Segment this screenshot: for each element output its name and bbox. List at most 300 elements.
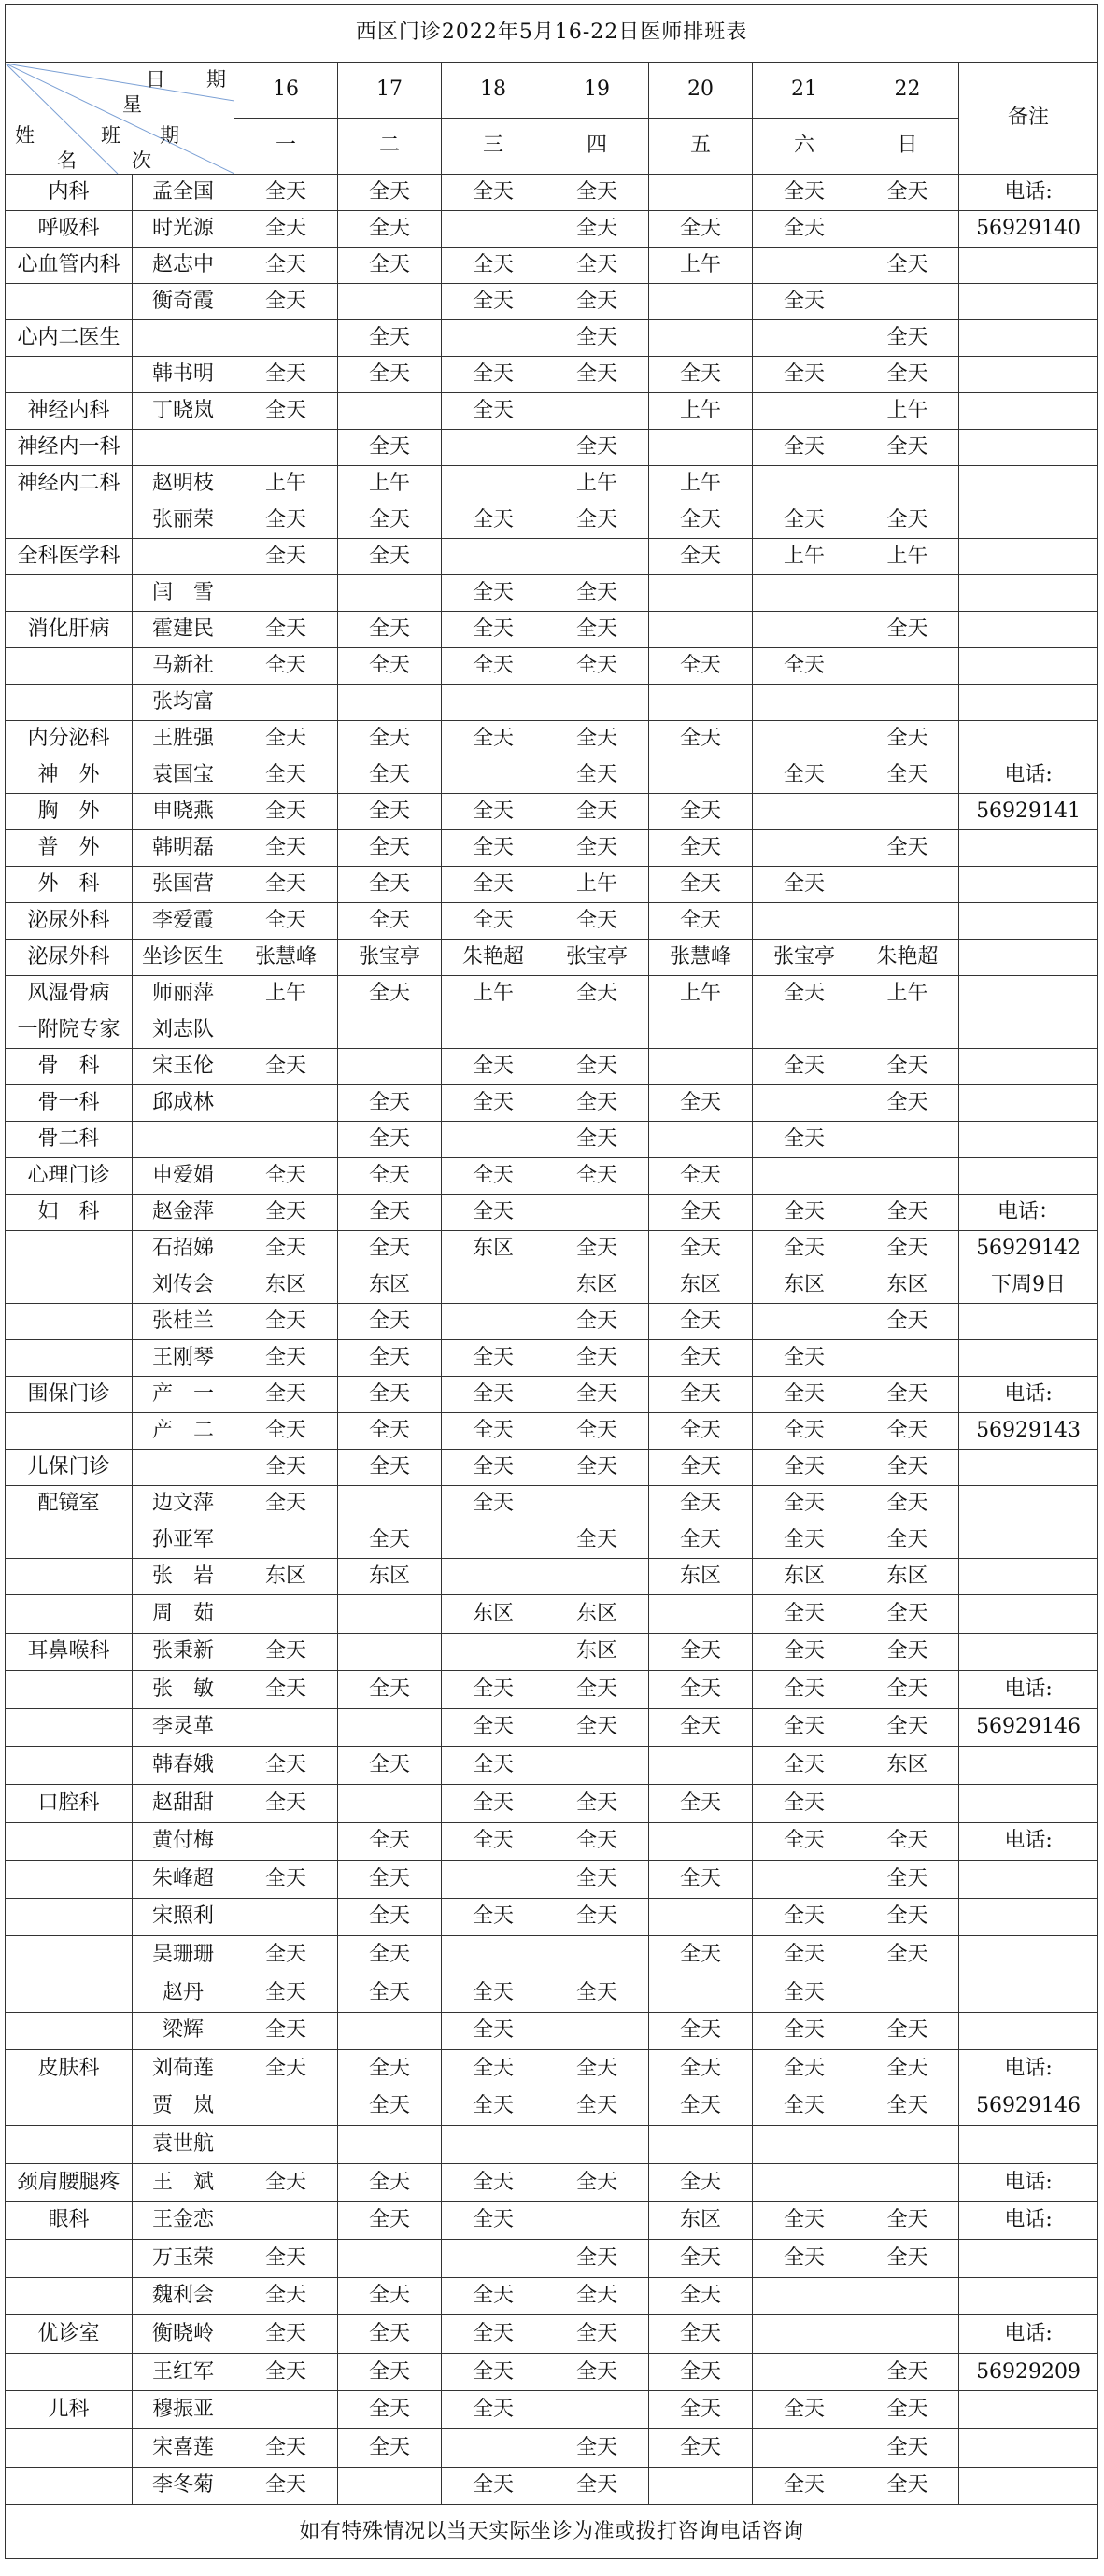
shift-cell: 全天	[442, 2391, 545, 2429]
dept-cell	[6, 1708, 133, 1747]
table-row	[6, 1633, 1098, 1671]
shift-cell	[442, 757, 545, 794]
remark-cell	[959, 1122, 1098, 1158]
shift-cell: 全天	[545, 757, 649, 794]
shift-cell	[442, 1936, 545, 1974]
shift-cell: 全天	[338, 1822, 442, 1861]
shift-cell: 全天	[338, 357, 442, 393]
date-header: 20	[649, 63, 753, 119]
shift-cell: 全天	[338, 1898, 442, 1936]
remark-cell: 电话：	[959, 1195, 1098, 1231]
shift-cell	[442, 2429, 545, 2468]
remark-cell: 电话:	[959, 2050, 1098, 2088]
shift-cell: 全天	[649, 1784, 753, 1822]
dept-cell: 配镜室	[6, 1486, 133, 1522]
shift-cell: 全天	[442, 903, 545, 940]
doctor-name-cell: 时光源	[133, 211, 234, 248]
shift-cell: 全天	[649, 2315, 753, 2354]
doctor-name-cell: 王胜强	[133, 721, 234, 757]
roster-footer	[6, 2505, 1098, 2559]
table-row	[6, 2163, 1098, 2201]
table-row	[6, 903, 1098, 940]
shift-cell: 全天	[856, 2088, 959, 2126]
shift-cell: 全天	[753, 1122, 856, 1158]
shift-cell	[649, 1747, 753, 1785]
dept-cell	[6, 685, 133, 721]
shift-cell: 全天	[649, 903, 753, 940]
table-row	[6, 830, 1098, 867]
remark-cell	[959, 1085, 1098, 1122]
shift-cell: 全天	[753, 2467, 856, 2505]
shift-cell: 全天	[753, 211, 856, 248]
shift-cell: 全天	[649, 2050, 753, 2088]
shift-cell	[753, 612, 856, 648]
weekday-header: 三	[442, 119, 545, 175]
shift-cell: 全天	[753, 1936, 856, 1974]
remark-cell	[959, 1974, 1098, 2012]
shift-cell: 全天	[753, 867, 856, 903]
shift-cell	[649, 1974, 753, 2012]
doctor-name-cell: 魏利会	[133, 2277, 234, 2315]
shift-cell: 全天	[856, 1304, 959, 1340]
shift-cell	[338, 2467, 442, 2505]
shift-cell: 全天	[442, 1671, 545, 1709]
shift-cell: 全天	[753, 1595, 856, 1634]
shift-cell: 全天	[234, 1377, 338, 1413]
table-row	[6, 1936, 1098, 1974]
shift-cell: 全天	[856, 2240, 959, 2278]
shift-cell: 全天	[856, 1486, 959, 1522]
shift-cell	[442, 1633, 545, 1671]
shift-cell: 全天	[234, 2467, 338, 2505]
shift-cell: 全天	[545, 502, 649, 539]
remark-cell	[959, 648, 1098, 685]
shift-cell	[753, 2315, 856, 2354]
table-row	[6, 1012, 1098, 1049]
shift-cell	[649, 1595, 753, 1634]
doctor-name-cell: 坐诊医生	[133, 940, 234, 976]
shift-cell: 全天	[234, 2315, 338, 2354]
table-row	[6, 1049, 1098, 1085]
shift-cell: 全天	[234, 284, 338, 320]
shift-cell: 东区	[442, 1595, 545, 1634]
shift-cell	[753, 2163, 856, 2201]
shift-cell: 全天	[856, 1898, 959, 1936]
shift-cell: 东区	[649, 1559, 753, 1595]
shift-cell: 全天	[649, 1413, 753, 1450]
dept-cell	[6, 1936, 133, 1974]
shift-cell: 张宝亭	[338, 940, 442, 976]
shift-cell: 全天	[856, 1085, 959, 1122]
shift-cell: 全天	[442, 575, 545, 612]
table-row	[6, 976, 1098, 1012]
shift-cell: 全天	[338, 2429, 442, 2468]
shift-cell	[545, 1486, 649, 1522]
shift-cell	[338, 1049, 442, 1085]
shift-cell: 全天	[234, 1633, 338, 1671]
shift-cell: 全天	[442, 830, 545, 867]
dept-cell: 内科	[6, 175, 133, 211]
corner-label-ming: 名	[57, 149, 77, 172]
table-row	[6, 1340, 1098, 1377]
doctor-name-cell: 黄付梅	[133, 1822, 234, 1861]
remark-cell	[959, 1158, 1098, 1195]
dept-cell: 骨 科	[6, 1049, 133, 1085]
roster-table	[5, 4, 1098, 2559]
shift-cell: 全天	[442, 2353, 545, 2391]
shift-cell: 全天	[442, 1747, 545, 1785]
remark-cell: 电话:	[959, 1671, 1098, 1709]
shift-cell: 全天	[234, 1231, 338, 1267]
corner-label-xing: 星	[122, 92, 142, 116]
table-row	[6, 2315, 1098, 2354]
remark-cell	[959, 357, 1098, 393]
shift-cell	[442, 1267, 545, 1304]
shift-cell: 全天	[545, 2277, 649, 2315]
doctor-name-cell: 霍建民	[133, 612, 234, 648]
shift-cell: 全天	[649, 2429, 753, 2468]
doctor-name-cell: 孟全国	[133, 175, 234, 211]
table-row	[6, 1595, 1098, 1634]
dept-cell: 耳鼻喉科	[6, 1633, 133, 1671]
shift-cell: 全天	[753, 284, 856, 320]
shift-cell	[545, 2391, 649, 2429]
remark-cell	[959, 1595, 1098, 1634]
shift-cell	[338, 1486, 442, 1522]
shift-cell: 全天	[338, 721, 442, 757]
doctor-name-cell: 王红军	[133, 2353, 234, 2391]
shift-cell	[442, 1522, 545, 1559]
doctor-name-cell: 刘荷莲	[133, 2050, 234, 2088]
table-row	[6, 1559, 1098, 1595]
date-header: 18	[442, 63, 545, 119]
shift-cell: 全天	[442, 794, 545, 830]
shift-cell	[649, 685, 753, 721]
shift-cell: 全天	[545, 1974, 649, 2012]
remark-cell	[959, 2429, 1098, 2468]
doctor-name-cell: 产 一	[133, 1377, 234, 1413]
table-row	[6, 1861, 1098, 1899]
dept-cell: 胸 外	[6, 794, 133, 830]
shift-cell: 全天	[649, 1085, 753, 1122]
remark-cell	[959, 830, 1098, 867]
shift-cell: 全天	[338, 1450, 442, 1486]
table-row	[6, 1267, 1098, 1304]
shift-cell	[545, 1747, 649, 1785]
shift-cell: 全天	[649, 502, 753, 539]
shift-cell: 东区	[649, 1267, 753, 1304]
dept-cell	[6, 575, 133, 612]
doctor-name-cell: 刘志队	[133, 1012, 234, 1049]
shift-cell: 全天	[545, 284, 649, 320]
shift-cell: 朱艳超	[442, 940, 545, 976]
shift-cell: 全天	[545, 1413, 649, 1450]
shift-cell: 全天	[442, 2050, 545, 2088]
table-row	[6, 2240, 1098, 2278]
shift-cell: 全天	[753, 1377, 856, 1413]
shift-cell	[856, 1122, 959, 1158]
dept-cell	[6, 284, 133, 320]
shift-cell: 全天	[856, 1231, 959, 1267]
shift-cell	[753, 830, 856, 867]
shift-cell	[856, 1784, 959, 1822]
dept-cell	[6, 1340, 133, 1377]
shift-cell: 全天	[338, 1231, 442, 1267]
shift-cell: 全天	[234, 2353, 338, 2391]
shift-cell	[234, 1085, 338, 1122]
shift-cell: 上午	[856, 393, 959, 430]
shift-cell	[234, 1898, 338, 1936]
shift-cell: 全天	[234, 648, 338, 685]
shift-cell: 全天	[856, 2353, 959, 2391]
shift-cell: 上午	[649, 393, 753, 430]
shift-cell	[442, 2240, 545, 2278]
remark-cell	[959, 284, 1098, 320]
doctor-name-cell: 李冬菊	[133, 2467, 234, 2505]
shift-cell: 全天	[649, 2391, 753, 2429]
dept-cell: 泌尿外科	[6, 940, 133, 976]
shift-cell: 全天	[234, 539, 338, 575]
dept-cell	[6, 1231, 133, 1267]
shift-cell: 全天	[545, 1049, 649, 1085]
remark-cell	[959, 1633, 1098, 1671]
shift-cell: 全天	[856, 1522, 959, 1559]
table-row	[6, 466, 1098, 502]
shift-cell	[753, 721, 856, 757]
shift-cell: 全天	[234, 248, 338, 284]
shift-cell	[856, 903, 959, 940]
shift-cell	[753, 2277, 856, 2315]
table-row	[6, 867, 1098, 903]
shift-cell: 全天	[234, 211, 338, 248]
shift-cell: 全天	[234, 1340, 338, 1377]
doctor-name-cell: 王刚琴	[133, 1340, 234, 1377]
shift-cell: 全天	[545, 211, 649, 248]
dept-cell: 颈肩腰腿疼	[6, 2163, 133, 2201]
shift-cell: 张宝亭	[545, 940, 649, 976]
diagonal-line	[6, 64, 234, 174]
shift-cell	[649, 757, 753, 794]
doctor-name-cell: 李爱霞	[133, 903, 234, 940]
shift-cell: 全天	[545, 2467, 649, 2505]
corner-label-qi-week: 期	[160, 123, 179, 147]
shift-cell: 全天	[856, 502, 959, 539]
shift-cell: 全天	[649, 1633, 753, 1671]
table-row	[6, 575, 1098, 612]
remark-cell	[959, 1936, 1098, 1974]
shift-cell: 上午	[649, 466, 753, 502]
doctor-name-cell: 张秉新	[133, 1633, 234, 1671]
shift-cell: 全天	[545, 2240, 649, 2278]
shift-cell: 全天	[545, 320, 649, 357]
remark-cell	[959, 1784, 1098, 1822]
remark-cell	[959, 721, 1098, 757]
shift-cell	[649, 1822, 753, 1861]
shift-cell: 全天	[234, 1450, 338, 1486]
shift-cell: 全天	[442, 1486, 545, 1522]
shift-cell: 全天	[649, 1231, 753, 1267]
shift-cell	[856, 2126, 959, 2164]
shift-cell: 全天	[649, 1671, 753, 1709]
remark-cell: 56929143	[959, 1413, 1098, 1450]
shift-cell: 全天	[545, 2088, 649, 2126]
shift-cell: 全天	[649, 1936, 753, 1974]
shift-cell: 全天	[338, 2391, 442, 2429]
shift-cell	[856, 867, 959, 903]
shift-cell: 全天	[234, 175, 338, 211]
doctor-name-cell: 张国营	[133, 867, 234, 903]
table-row	[6, 1377, 1098, 1413]
doctor-name-cell: 邱成林	[133, 1085, 234, 1122]
shift-cell	[545, 2126, 649, 2164]
shift-cell	[649, 1049, 753, 1085]
shift-cell: 全天	[442, 2315, 545, 2354]
shift-cell: 全天	[442, 2277, 545, 2315]
shift-cell: 东区	[856, 1267, 959, 1304]
shift-cell	[338, 1633, 442, 1671]
shift-cell: 全天	[234, 1158, 338, 1195]
doctor-name-cell: 赵明枝	[133, 466, 234, 502]
shift-cell	[338, 1708, 442, 1747]
shift-cell: 全天	[649, 1450, 753, 1486]
dept-cell	[6, 1267, 133, 1304]
dept-cell	[6, 2126, 133, 2164]
shift-cell	[649, 175, 753, 211]
shift-cell	[649, 430, 753, 466]
dept-cell: 外 科	[6, 867, 133, 903]
shift-cell: 全天	[545, 903, 649, 940]
shift-cell: 全天	[856, 2012, 959, 2050]
doctor-name-cell: 产 二	[133, 1413, 234, 1450]
shift-cell: 全天	[753, 1231, 856, 1267]
shift-cell: 全天	[545, 1231, 649, 1267]
dept-cell	[6, 1861, 133, 1899]
dept-cell: 眼科	[6, 2201, 133, 2240]
shift-cell: 全天	[234, 867, 338, 903]
corner-label-xing-name: 姓	[15, 123, 35, 147]
shift-cell: 全天	[234, 1195, 338, 1231]
table-row	[6, 612, 1098, 648]
shift-cell	[545, 1936, 649, 1974]
table-row	[6, 1122, 1098, 1158]
remark-cell: 56929142	[959, 1231, 1098, 1267]
shift-cell: 全天	[545, 976, 649, 1012]
shift-cell	[856, 1012, 959, 1049]
doctor-name-cell: 贾 岚	[133, 2088, 234, 2126]
shift-cell: 全天	[649, 1377, 753, 1413]
shift-cell	[649, 2126, 753, 2164]
shift-cell: 全天	[338, 867, 442, 903]
roster-body	[6, 175, 1098, 2505]
shift-cell	[234, 1708, 338, 1747]
shift-cell: 全天	[234, 1861, 338, 1899]
shift-cell: 全天	[338, 1861, 442, 1899]
shift-cell: 上午	[442, 976, 545, 1012]
shift-cell	[649, 575, 753, 612]
shift-cell: 全天	[753, 1633, 856, 1671]
shift-cell: 全天	[856, 612, 959, 648]
table-row	[6, 430, 1098, 466]
shift-cell: 全天	[442, 1377, 545, 1413]
table-row	[6, 757, 1098, 794]
shift-cell: 全天	[442, 2012, 545, 2050]
shift-cell: 全天	[753, 1450, 856, 1486]
shift-cell	[234, 430, 338, 466]
shift-cell: 张慧峰	[234, 940, 338, 976]
shift-cell: 东区	[856, 1559, 959, 1595]
shift-cell: 全天	[545, 1122, 649, 1158]
shift-cell: 全天	[442, 1822, 545, 1861]
doctor-name-cell: 衡奇霞	[133, 284, 234, 320]
shift-cell: 全天	[545, 1522, 649, 1559]
shift-cell	[753, 393, 856, 430]
table-row	[6, 539, 1098, 575]
shift-cell: 全天	[338, 1522, 442, 1559]
shift-cell: 全天	[545, 575, 649, 612]
shift-cell: 全天	[234, 2429, 338, 2468]
shift-cell: 全天	[753, 2201, 856, 2240]
table-row	[6, 2088, 1098, 2126]
shift-cell: 全天	[856, 2429, 959, 2468]
shift-cell: 全天	[234, 2050, 338, 2088]
dept-cell: 内分泌科	[6, 721, 133, 757]
shift-cell: 全天	[649, 2240, 753, 2278]
doctor-name-cell: 袁国宝	[133, 757, 234, 794]
weekday-header: 四	[545, 119, 649, 175]
dept-cell: 骨一科	[6, 1085, 133, 1122]
table-row	[6, 1413, 1098, 1450]
shift-cell: 全天	[338, 1085, 442, 1122]
remark-cell	[959, 1012, 1098, 1049]
table-row	[6, 175, 1098, 211]
shift-cell: 东区	[234, 1559, 338, 1595]
table-row	[6, 1898, 1098, 1936]
shift-cell: 上午	[649, 976, 753, 1012]
shift-cell: 全天	[545, 830, 649, 867]
shift-cell: 全天	[442, 1974, 545, 2012]
shift-cell: 上午	[649, 248, 753, 284]
shift-cell	[545, 2012, 649, 2050]
shift-cell	[649, 2467, 753, 2505]
shift-cell	[856, 211, 959, 248]
table-row	[6, 794, 1098, 830]
shift-cell	[338, 393, 442, 430]
doctor-name-cell: 韩书明	[133, 357, 234, 393]
shift-cell: 全天	[856, 2201, 959, 2240]
dept-cell	[6, 1304, 133, 1340]
doctor-name-cell: 赵甜甜	[133, 1784, 234, 1822]
table-row	[6, 1708, 1098, 1747]
dept-cell: 优诊室	[6, 2315, 133, 2354]
shift-cell: 全天	[442, 248, 545, 284]
shift-cell: 全天	[442, 393, 545, 430]
shift-cell	[649, 320, 753, 357]
dept-cell: 全科医学科	[6, 539, 133, 575]
remark-cell	[959, 2012, 1098, 2050]
shift-cell: 全天	[338, 2315, 442, 2354]
doctor-name-cell: 张丽荣	[133, 502, 234, 539]
doctor-name-cell: 韩明磊	[133, 830, 234, 867]
shift-cell: 全天	[649, 2277, 753, 2315]
shift-cell: 全天	[234, 393, 338, 430]
dept-cell	[6, 2467, 133, 2505]
shift-cell: 全天	[753, 2088, 856, 2126]
remark-cell	[959, 502, 1098, 539]
shift-cell: 上午	[753, 539, 856, 575]
dept-cell: 普 外	[6, 830, 133, 867]
shift-cell	[856, 2315, 959, 2354]
remark-cell	[959, 1747, 1098, 1785]
